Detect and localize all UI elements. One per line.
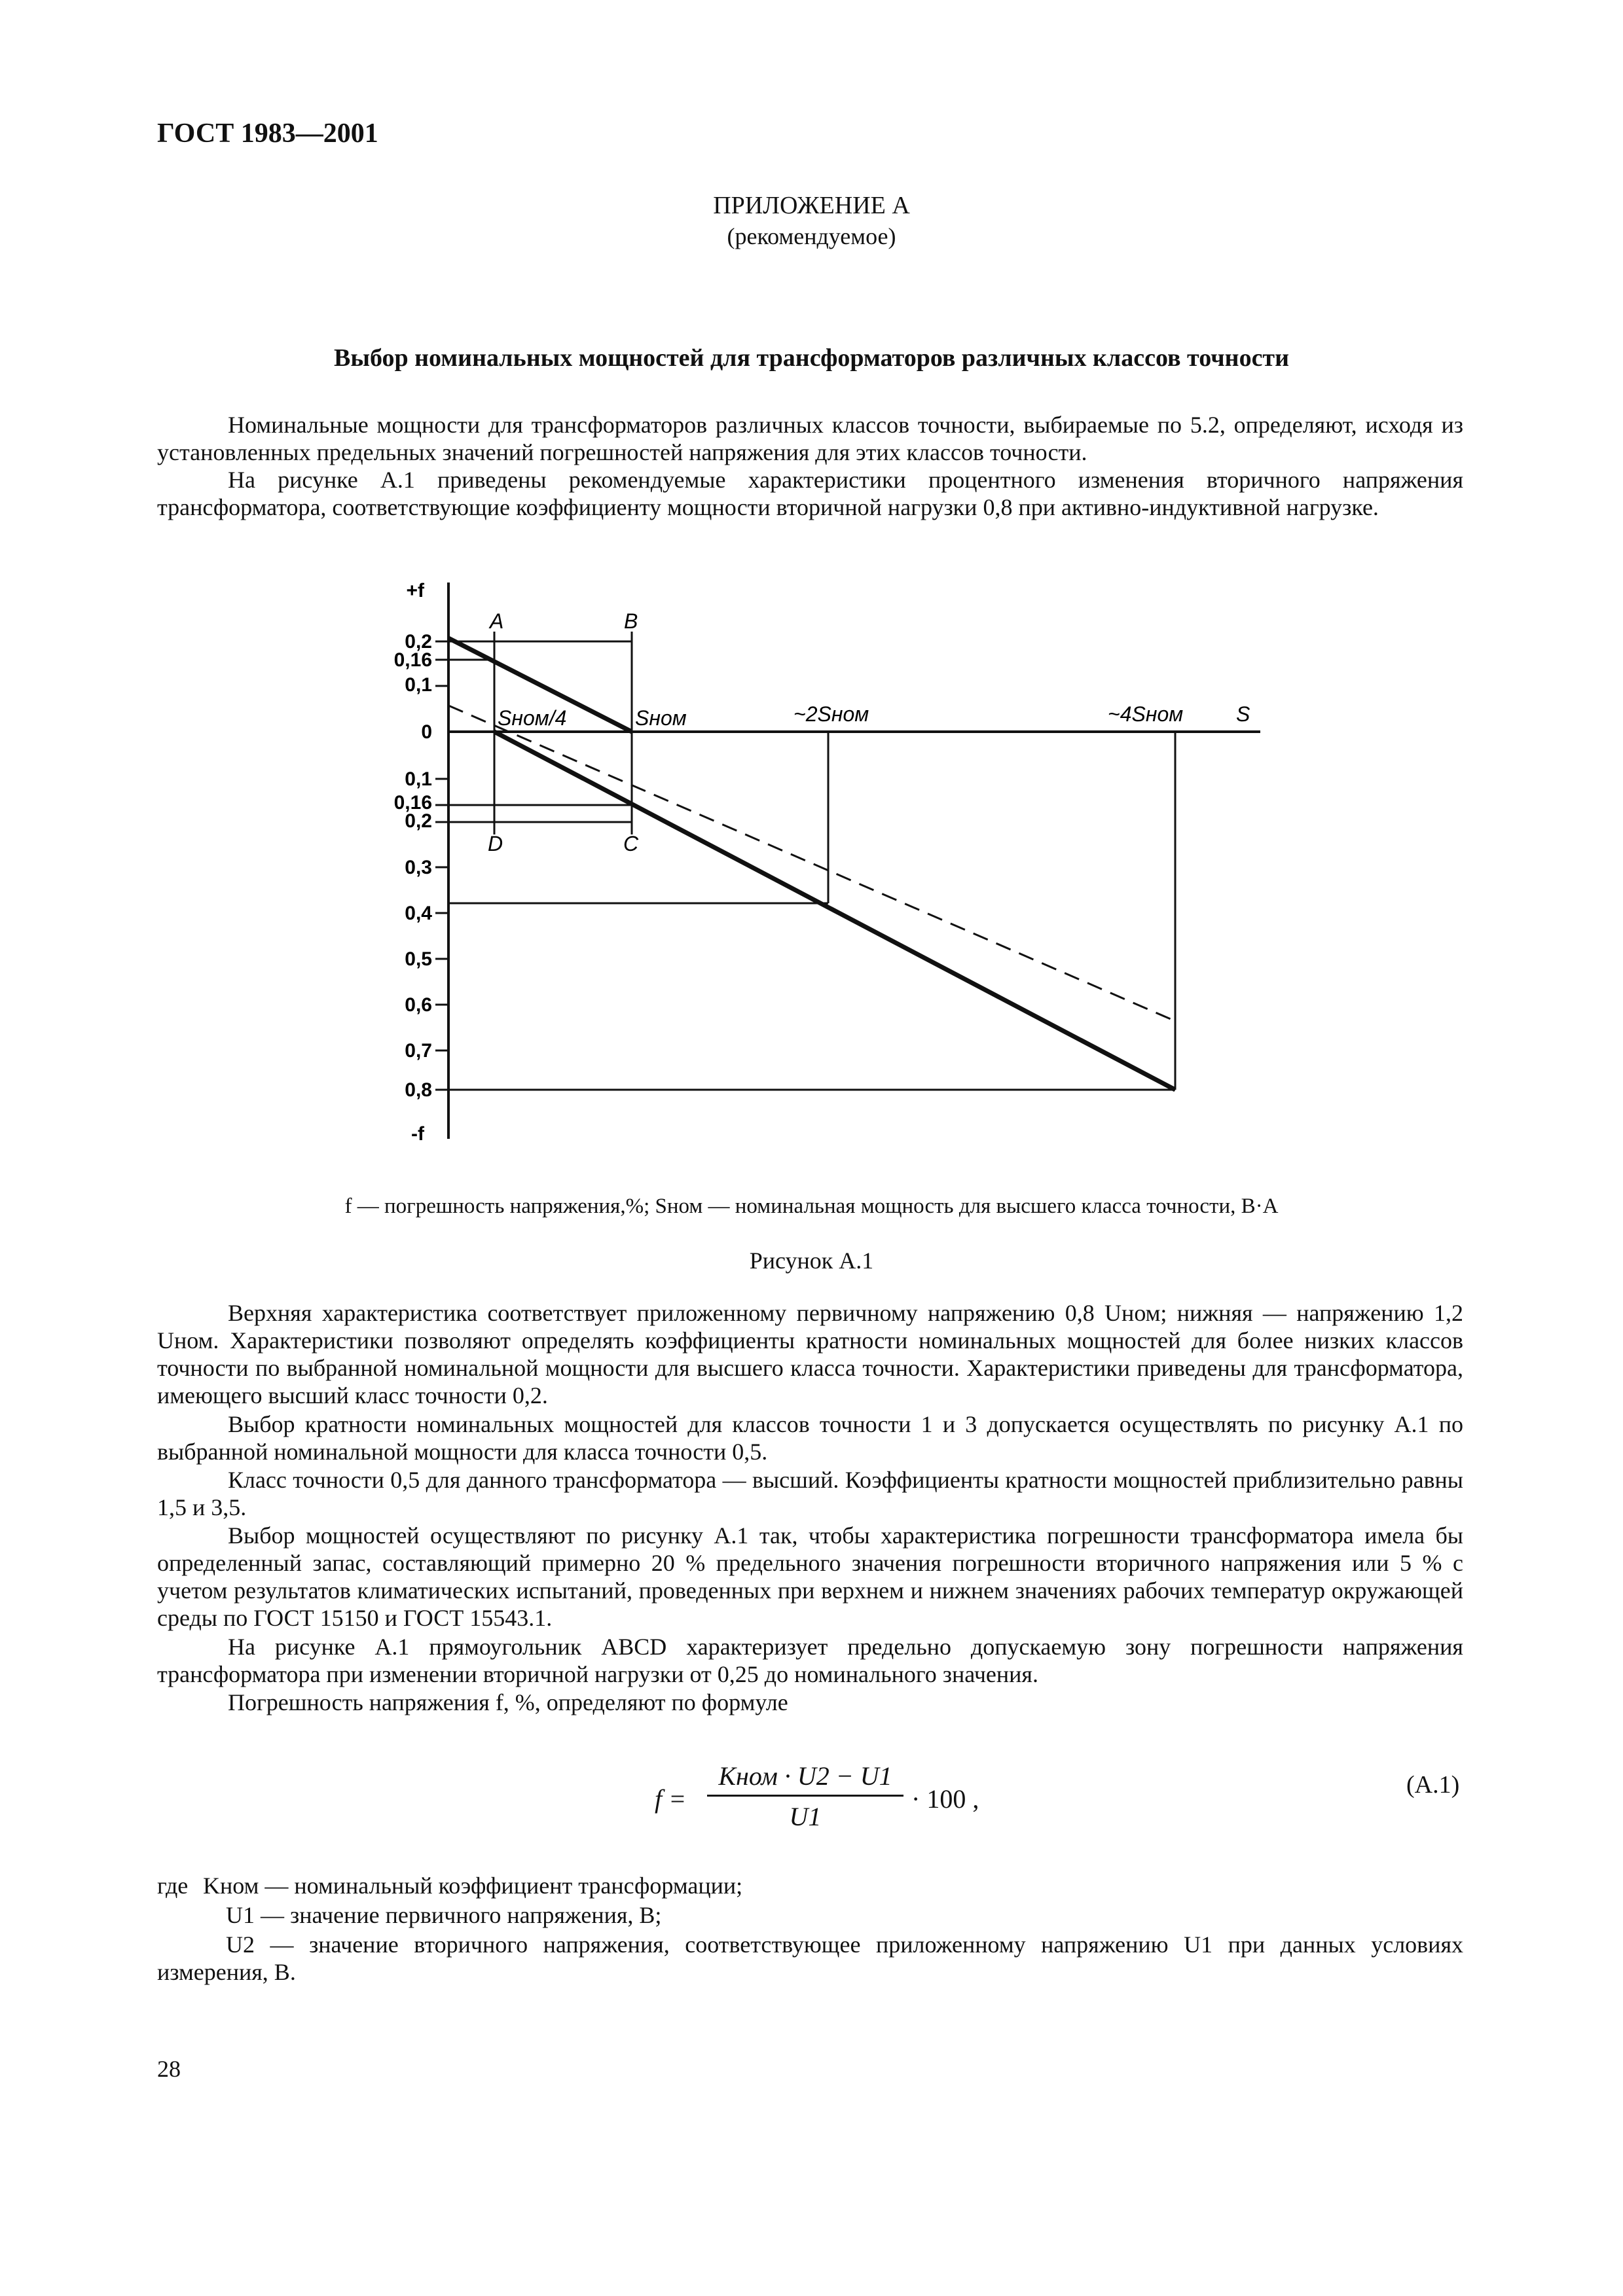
y-tick-label: 0 <box>421 721 432 743</box>
appendix-title: ПРИЛОЖЕНИЕ А <box>713 192 910 219</box>
y-tick-label: 0,2 <box>405 810 432 832</box>
formula-multiplier: · 100 , <box>911 1784 979 1814</box>
x-label-s-nom: Sном <box>635 706 687 730</box>
y-tick-label: 0,6 <box>405 994 432 1016</box>
definition-u2: U2 — значение вторичного напряжения, соответствующее приложенному напряжению U1 при данных условиях измерения, В. <box>157 1931 1463 1985</box>
point-d-label: D <box>488 832 503 855</box>
formula-denominator: U1 <box>789 1802 822 1831</box>
y-axis-top-label: +f <box>406 580 424 601</box>
bold-characteristic-lower <box>494 732 1175 1090</box>
formula <box>655 1761 1048 1839</box>
formula-lhs: f = <box>655 1784 687 1814</box>
paragraph-1: Номинальные мощности для трансформаторов различных классов точности, выбираемые по 5.2, определяют, исходя из установленных предельных значений погрешностей напряжения для этих классов точности. <box>157 412 1463 465</box>
paragraph-8: Погрешность напряжения f, %, определяют по формуле <box>228 1689 788 1715</box>
fraction-bar <box>707 1795 903 1797</box>
definition-u1: U1 — значение первичного напряжения, В; <box>226 1902 662 1928</box>
point-b-label: B <box>624 609 638 633</box>
formula-numerator: Kном · U2 − U1 <box>718 1761 892 1791</box>
y-axis-bottom-label: -f <box>411 1123 424 1145</box>
page-number: 28 <box>157 2056 181 2082</box>
x-axis-label: S <box>1236 702 1250 726</box>
x-label-s-4: ~4Sном <box>1108 702 1184 726</box>
y-tick-label: 0,1 <box>405 768 432 790</box>
x-label-s-2: ~2Sном <box>793 702 869 726</box>
y-tick-label: 0,8 <box>405 1079 432 1101</box>
y-tick-label: 0,4 <box>405 903 432 924</box>
y-tick-label: 0,16 <box>393 792 432 814</box>
section-title: Выбор номинальных мощностей для трансформаторов различных классов точности <box>333 344 1289 372</box>
definition-k: Kном — номинальный коэффициент трансформации; <box>203 1873 743 1899</box>
point-a-label: A <box>490 609 504 633</box>
paragraph-6: Выбор мощностей осуществляют по рисунку А.1 так, чтобы характеристика погрешности трансформатора имела бы определенный запас, составляющий примерно 20 % предельного значения погрешности вторичного напряжения или 5 % с учетом результатов климатических испытаний, проведенных при верхнем и нижнем значениях рабочих температур окружающей среды по ГОСТ 15150 и ГОСТ 15543.1. <box>157 1522 1463 1631</box>
figure-a1 <box>340 576 1309 1158</box>
appendix-subtitle: (рекомендуемое) <box>727 223 896 249</box>
point-c-label: C <box>623 832 639 855</box>
y-tick-label: 0,5 <box>405 948 432 970</box>
definitions-intro: где <box>157 1873 189 1899</box>
figure-caption: Рисунок А.1 <box>749 1247 874 1274</box>
upper-characteristic <box>448 706 1175 1021</box>
paragraph-5: Класс точности 0,5 для данного трансформатора — высший. Коэффициенты кратности мощностей приблизительно равны 1,5 и 3,5. <box>157 1467 1463 1520</box>
x-label-s-quarter: Sном/4 <box>498 706 567 730</box>
y-tick-label: 0,3 <box>405 857 432 878</box>
y-tick-label: 0,2 <box>405 631 432 653</box>
paragraph-3: Верхняя характеристика соответствует приложенному первичному напряжению 0,8 Uном; нижняя — напряжению 1,2 Uном. Характеристики позволяют определять коэффициенты кратности номинальных мощностей для более низких классов точности по выбранной номинальной мощности для высшего класса точности. Характеристики приведены для трансформатора, имеющего высший класс точности 0,2. <box>157 1300 1463 1408</box>
figure-legend: f — погрешность напряжения,%; Sном — номинальная мощность для высшего класса точности, В·А <box>344 1194 1279 1218</box>
formula-number: (А.1) <box>1406 1771 1460 1799</box>
y-tick-label: 0,1 <box>405 674 432 696</box>
y-tick-label: 0,7 <box>405 1040 432 1062</box>
y-tick-label: 0,16 <box>393 649 432 671</box>
paragraph-7: На рисунке А.1 прямоугольник ABCD характеризует предельно допускаемую зону погрешности напряжения трансформатора при изменении вторичной нагрузки от 0,25 до номинального значения. <box>157 1634 1463 1687</box>
standard-header: ГОСТ 1983—2001 <box>157 118 378 149</box>
paragraph-4: Выбор кратности номинальных мощностей для классов точности 1 и 3 допускается осуществлять по рисунку А.1 по выбранной номинальной мощности для класса точности 0,5. <box>157 1411 1463 1465</box>
paragraph-2: На рисунке А.1 приведены рекомендуемые характеристики процентного изменения вторичного напряжения трансформатора, соответствующие коэффициенту мощности вторичной нагрузки 0,8 при активно-индуктивной нагрузке. <box>157 467 1463 520</box>
